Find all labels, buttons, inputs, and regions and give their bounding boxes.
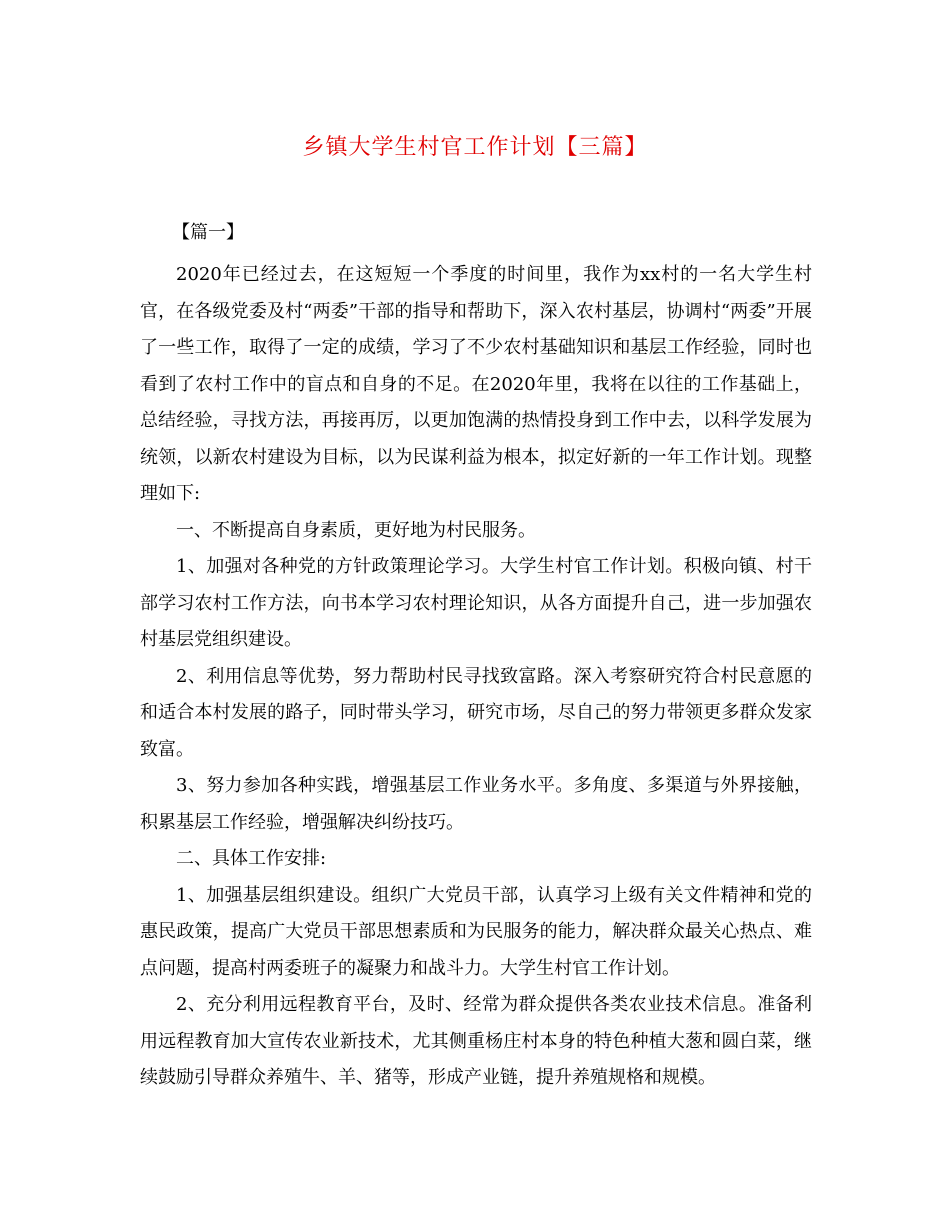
paragraph-heading-one: 一、不断提高自身素质，更好地为村民服务。 bbox=[176, 519, 536, 541]
paragraph-item-1: 1、加强对各种党的方针政策理论学习。大学生村官工作计划。积极向镇、村干部学习农村工作方法，向书本学习农村理论知识，从各方面提升自己，进一步加强农村基层党组织建设。 bbox=[140, 556, 812, 650]
paragraph-item-3: 3、努力参加各种实践，增强基层工作业务水平。多角度、多渠道与外界接触，积累基层工作经验，增强解决纠纷技巧。 bbox=[140, 775, 812, 833]
paragraph-arrangement-1: 1、加强基层组织建设。组织广大党员干部，认真学习上级有关文件精神和党的惠民政策，提高广大党员干部思想素质和为民服务的能力，解决群众最关心热点、难点问题，提高村两委班子的凝聚力和战斗力。大学生村官工作计划。 bbox=[140, 884, 812, 979]
paragraph-item-2: 2、利用信息等优势，努力帮助村民寻找致富路。深入考察研究符合村民意愿的和适合本村发展的路子，同时带头学习，研究市场，尽自己的努力带领更多群众发家致富。 bbox=[140, 665, 812, 760]
paragraph-heading-two: 二、具体工作安排: bbox=[176, 848, 327, 869]
document-title: 乡镇大学生村官工作计划【三篇】 bbox=[302, 135, 648, 160]
paragraph-intro: 2020年已经过去，在这短短一个季度的时间里，我作为xx村的一名大学生村官，在各级党委及村“两委”干部的指导和帮助下，深入农村基层，协调村“两委”开展了一些工作，取得了一定的成绩，学习了不少农村基础知识和基层工作经验，同时也看到了农村工作中的盲点和自身的不足。在2020年里，我将在以往的工作基础上，总结经验，寻找方法，再接再厉，以更加饱满的热情投身到工作中去，以科学发展为统领，以新农村建设为目标，以为民谋利益为根本，拟定好新的一年工作计划。现整理如下: bbox=[140, 264, 812, 504]
document-body bbox=[140, 257, 812, 1097]
section-header: 【篇一】 bbox=[172, 222, 244, 243]
paragraph-arrangement-2: 2、充分利用远程教育平台，及时、经常为群众提供各类农业技术信息。准备利用远程教育加大宣传农业新技术，尤其侧重杨庄村本身的特色种植大葱和圆白菜，继续鼓励引导群众养殖牛、羊、猪等，形成产业链，提升养殖规格和规模。 bbox=[140, 994, 812, 1088]
